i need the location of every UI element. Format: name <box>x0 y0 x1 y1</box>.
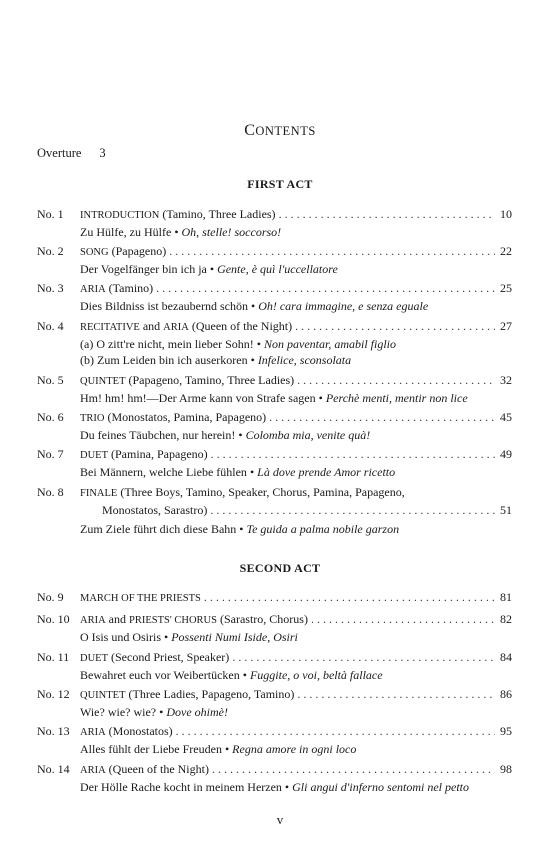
entry-no-1: No. 1 INTRODUCTION (Tamino, Three Ladies) . . . 10 Zu Hülfe, zu Hülfe • Oh, stelle! soccorso! <box>37 206 512 240</box>
second-act-heading: SECOND ACT <box>239 561 321 575</box>
leader-dots <box>212 761 495 777</box>
leader-dots <box>295 318 495 334</box>
entry-page: 84 <box>500 650 512 664</box>
entry-number: No. 3 <box>37 281 64 295</box>
entry-number: No. 14 <box>37 762 70 776</box>
overture-label: Overture <box>37 146 82 160</box>
entry-no-2: No. 2 SONG (Papageno) . . . 22 Der Vogelfänger bin ich ja • Gente, è quì l'uccellatore <box>37 243 512 277</box>
entry-page: 98 <box>500 762 512 776</box>
entry-page: 27 <box>500 319 512 333</box>
entry-page: 49 <box>500 447 512 461</box>
first-act-heading: FIRST ACT <box>247 177 313 191</box>
entry-number: No. 10 <box>37 612 70 626</box>
entry-number: No. 9 <box>37 590 64 604</box>
entry-number: No. 7 <box>37 447 64 461</box>
entry-no-3: No. 3 ARIA (Tamino) . . . 25 Dies Bildniss ist bezaubernd schön • Oh! cara immagine, e senza eguale <box>37 280 512 314</box>
entry-page: 32 <box>500 373 512 387</box>
leader-dots <box>297 372 495 388</box>
entry-page: 82 <box>500 612 512 626</box>
leader-dots <box>204 589 495 605</box>
entry-number: No. 12 <box>37 687 70 701</box>
entry-number: No. 11 <box>37 650 70 664</box>
entry-no-5: No. 5 QUINTET (Papageno, Tamino, Three Ladies) . . . 32 Hm! hm! hm!—Der Arme kann von Strafe sagen • Perchè menti, mentir non lice <box>37 372 512 406</box>
entry-no-14: No. 14 ARIA (Queen of the Night) . . . 98 Der Hölle Rache kocht in meinem Herzen • Gli angui d'inferno sentomi nel petto <box>37 761 512 795</box>
leader-dots <box>176 723 495 739</box>
entry-page: 81 <box>500 590 512 604</box>
leader-dots <box>210 502 495 518</box>
entry-number: No. 1 <box>37 207 64 221</box>
entry-no-10: No. 10 ARIA and PRIESTS' CHORUS (Sarastro, Chorus) . . . 82 O Isis und Osiris • Possenti Numi Iside, Osiri <box>37 611 512 645</box>
overture-page: 3 <box>99 146 106 160</box>
entry-number: No. 2 <box>37 244 64 258</box>
entry-number: No. 4 <box>37 319 64 333</box>
entry-no-13: No. 13 ARIA (Monostatos) . . . 95 Alles fühlt der Liebe Freuden • Regna amore in ogni loco <box>37 723 512 757</box>
entry-page: 51 <box>500 503 512 517</box>
entry-no-6: No. 6 TRIO (Monostatos, Pamina, Papageno) . . . 45 Du feines Täubchen, nur herein! • Colomba mia, venite quà! <box>37 409 512 443</box>
overture-entry <box>37 146 106 161</box>
entry-page: 22 <box>500 244 512 258</box>
leader-dots <box>169 243 495 259</box>
leader-dots <box>232 649 495 665</box>
leader-dots <box>279 206 495 222</box>
page-number: v <box>276 812 284 827</box>
entry-no-4: No. 4 RECITATIVE and ARIA (Queen of the Night) . . . 27 (a) O zitt're nicht, mein lieber Sohn! • Non paventar, amabil figlio (b) Zum Leiden bin ich auserkoren • Infelice, sconsolata <box>37 318 512 368</box>
leader-dots <box>297 686 495 702</box>
entry-no-9: No. 9 MARCH OF THE PRIESTS . . . 81 <box>37 589 512 607</box>
entry-number: No. 8 <box>37 485 64 499</box>
entry-number: No. 5 <box>37 373 64 387</box>
leader-dots <box>211 446 495 462</box>
contents-heading: CONTENTS <box>244 122 316 139</box>
leader-dots <box>156 280 495 296</box>
leader-dots <box>269 409 495 425</box>
entry-page: 95 <box>500 724 512 738</box>
entry-no-7: No. 7 DUET (Pamina, Papageno) . . . 49 Bei Männern, welche Liebe fühlen • Là dove prende Amor ricetto <box>37 446 512 480</box>
leader-dots <box>311 611 495 627</box>
entry-page: 86 <box>500 687 512 701</box>
entry-page: 10 <box>500 207 512 221</box>
entry-number: No. 6 <box>37 410 64 424</box>
entry-number: No. 13 <box>37 724 70 738</box>
entry-no-11: No. 11 DUET (Second Priest, Speaker) . . . 84 Bewahret euch vor Weibertücken • Fuggite, o voi, beltà fallace <box>37 649 512 683</box>
entry-page: 45 <box>500 410 512 424</box>
entry-no-12: No. 12 QUINTET (Three Ladies, Papageno, Tamino) . . . 86 Wie? wie? wie? • Dove ohimè! <box>37 686 512 720</box>
entry-page: 25 <box>500 281 512 295</box>
entry-no-8: No. 8 FINALE (Three Boys, Tamino, Speaker, Chorus, Pamina, Papageno, Monostatos, Sarastro) . . . 51 Zum Ziele führt dich diese Bahn • Te guida a palma nobile garzon <box>37 484 512 537</box>
